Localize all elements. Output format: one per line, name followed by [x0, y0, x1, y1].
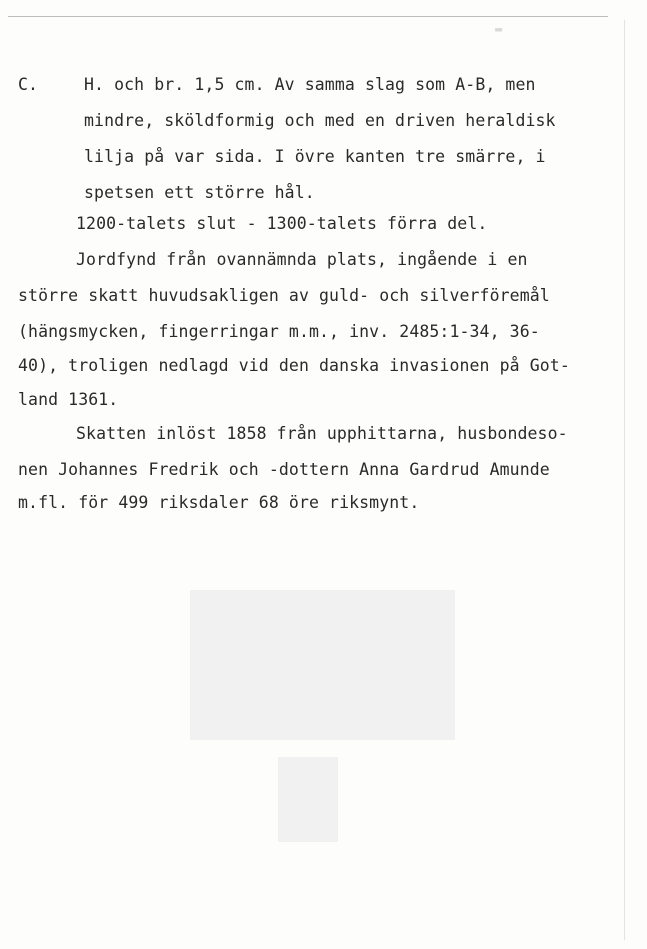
provenance-line-2: större skatt huvudsakligen av guld- och silverföremål — [18, 286, 550, 305]
bleed-through-mark: ▬ — [495, 22, 503, 36]
description-line-4: spetsen ett större hål. — [84, 183, 315, 202]
description-line-2: mindre, sköldformig och med en driven heraldisk — [84, 111, 556, 130]
description-line-3: lilja på var sida. I övre kanten tre smärre, i — [84, 147, 546, 166]
description-line-1: H. och br. 1,5 cm. Av samma slag som A-B, men — [84, 75, 536, 94]
acquisition-line-1: Skatten inlöst 1858 från upphittarna, husbondeso- — [76, 424, 568, 443]
provenance-line-1: Jordfynd från ovannämnda plats, ingående i en — [76, 250, 528, 269]
page-edge — [624, 20, 625, 940]
acquisition-line-3: m.fl. för 499 riksdaler 68 öre riksmynt. — [18, 493, 420, 512]
provenance-line-5: land 1361. — [18, 390, 119, 409]
bleed-through-photo-small — [278, 757, 338, 842]
acquisition-line-2: nen Johannes Fredrik och -dottern Anna Gardrud Amunde — [18, 460, 550, 479]
dating-line: 1200-talets slut - 1300-talets förra del. — [76, 214, 488, 233]
provenance-line-3: (hängsmycken, fingerringar m.m., inv. 2485:1-34, 36- — [18, 322, 540, 341]
provenance-line-4: 40), troligen nedlagd vid den danska invasionen på Got- — [18, 356, 570, 375]
item-letter: C. — [18, 75, 39, 94]
top-rule — [8, 16, 608, 17]
bleed-through-photo — [190, 590, 455, 740]
